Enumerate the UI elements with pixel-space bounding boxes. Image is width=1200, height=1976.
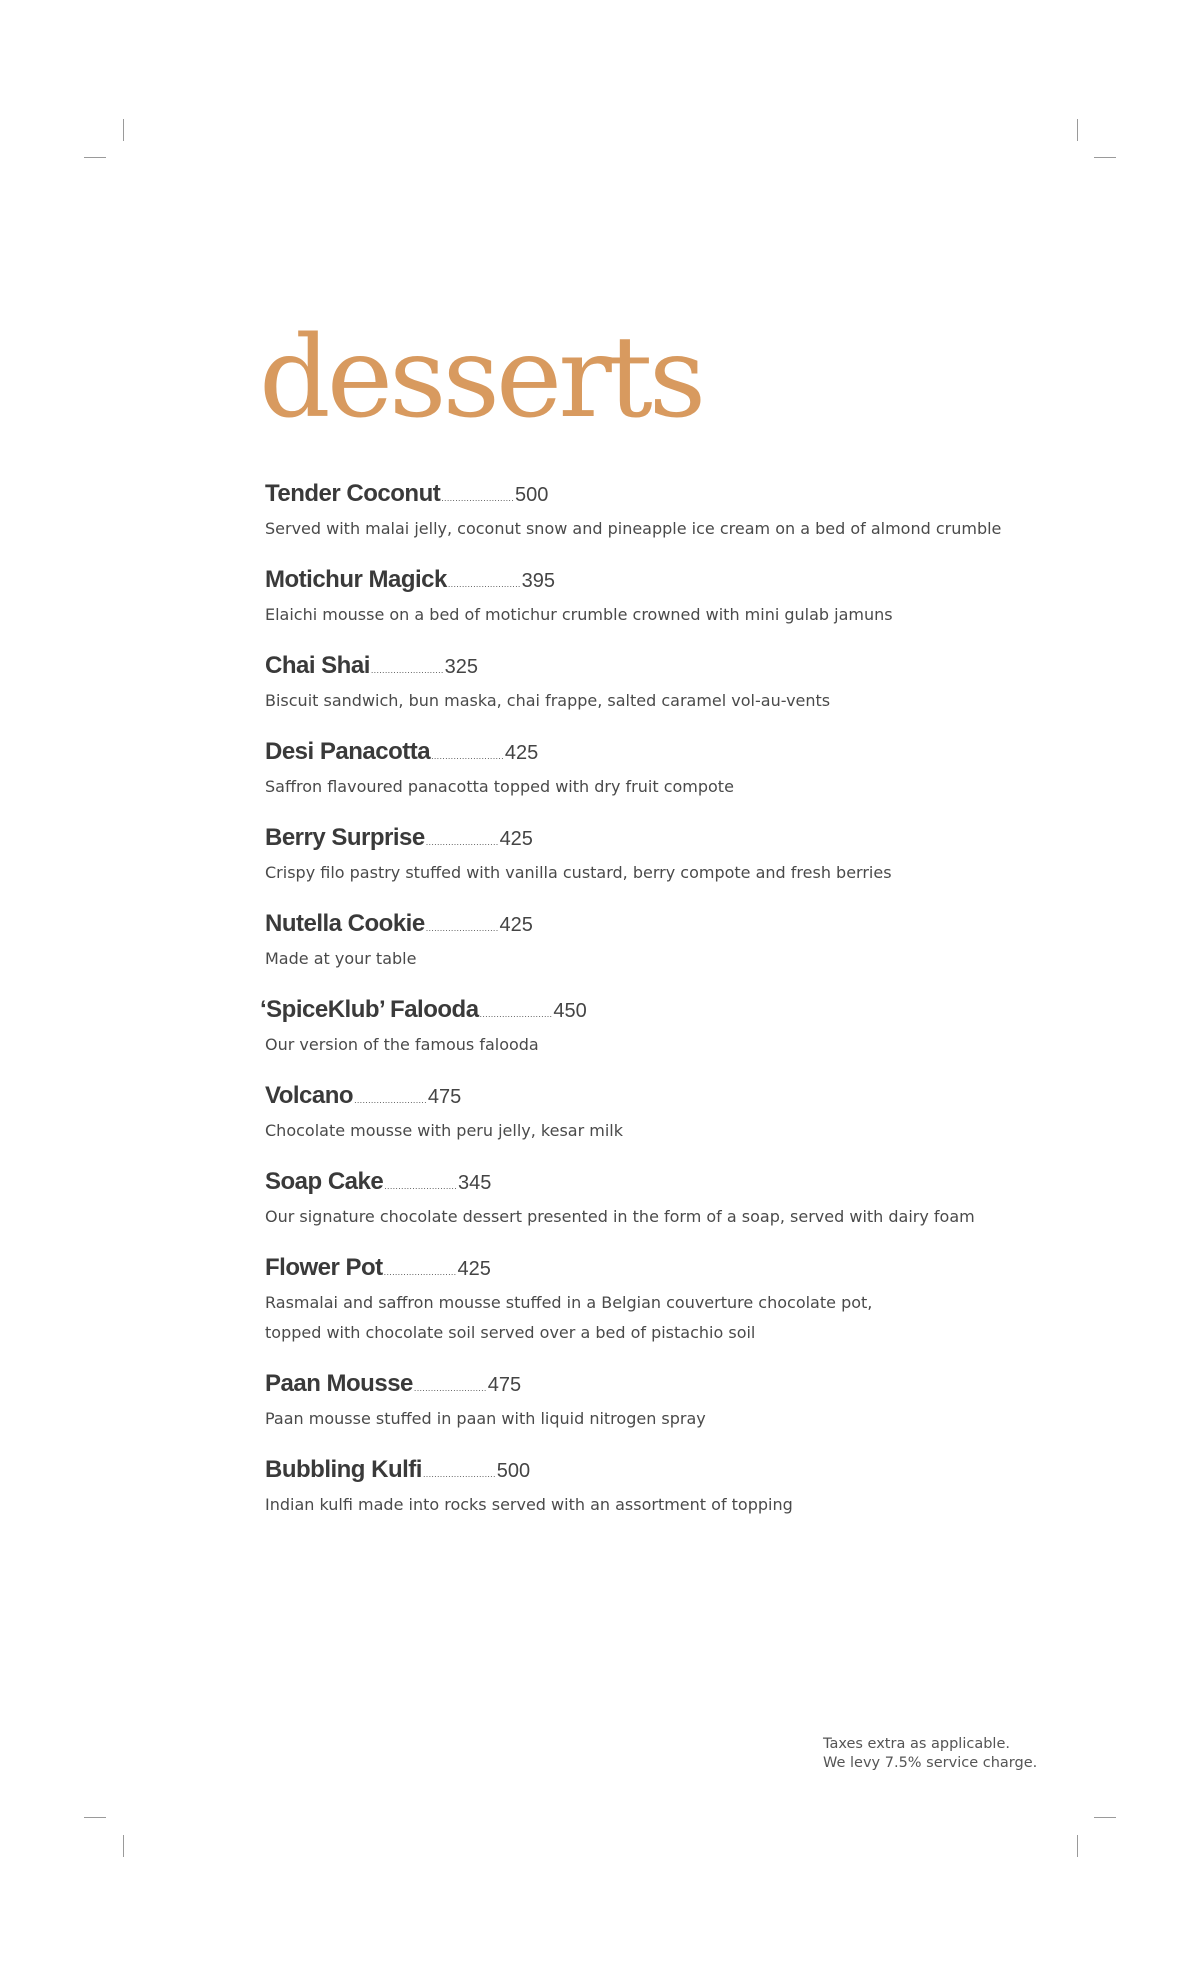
item-name: Tender Coconut [265, 480, 441, 507]
leader-dots: .......................... [422, 1469, 496, 1479]
crop-mark-bottom-left-vertical [123, 1835, 124, 1857]
item-description: Our signature chocolate dessert presented in the form of a soap, served with dairy foam [265, 1207, 975, 1226]
menu-item [265, 1168, 1045, 1232]
item-description: Elaichi mousse on a bed of motichur crumble crowned with mini gulab jamuns [265, 605, 893, 624]
crop-mark-bottom-left-horizontal [84, 1817, 106, 1818]
item-price: 395 [521, 570, 556, 592]
menu-item-header [265, 1370, 1045, 1404]
item-description: Indian kulfi made into rocks served with an assortment of topping [265, 1495, 793, 1514]
item-description: Chocolate mousse with peru jelly, kesar milk [265, 1121, 623, 1140]
item-description: Saffron flavoured panacotta topped with dry fruit compote [265, 777, 734, 796]
menu-item-header [265, 910, 1045, 944]
menu-item [265, 1370, 1045, 1434]
menu-item [265, 1456, 1045, 1520]
leader-dots: .......................... [431, 751, 504, 761]
leader-dots: .......................... [413, 1383, 487, 1393]
item-name: Nutella Cookie [265, 910, 425, 937]
menu-item [265, 480, 1045, 544]
item-description: Paan mousse stuffed in paan with liquid nitrogen spray [265, 1409, 706, 1428]
item-name: ‘SpiceKlub’ Falooda [260, 996, 479, 1023]
item-name: Berry Surprise [265, 824, 425, 851]
menu-item-header [265, 1168, 1045, 1202]
menu-item-header [265, 738, 1045, 772]
menu-item-header [265, 480, 1045, 514]
leader-dots: .......................... [384, 1181, 458, 1191]
item-price: 475 [427, 1086, 462, 1108]
menu-item-header [265, 1456, 1045, 1490]
item-name: Chai Shai [265, 652, 370, 679]
item-price: 475 [487, 1374, 522, 1396]
item-name: Motichur Magick [265, 566, 447, 593]
item-description: Rasmalai and saffron mousse stuffed in a Belgian couverture chocolate pot, topped with chocolate soil served over a bed of pistachio soil [265, 1293, 873, 1342]
leader-dots: .......................... [354, 1095, 427, 1105]
leader-dots: .......................... [425, 923, 499, 933]
item-price: 450 [553, 1000, 587, 1022]
menu-item [265, 910, 1045, 974]
crop-mark-top-right-horizontal [1094, 157, 1116, 158]
leader-dots: .......................... [425, 837, 499, 847]
page-title: desserts [259, 313, 703, 443]
item-price: 425 [504, 742, 539, 764]
crop-mark-bottom-right-horizontal [1094, 1817, 1116, 1818]
menu-item-header [265, 1254, 1045, 1288]
menu-item [260, 996, 1045, 1060]
item-description: Biscuit sandwich, bun maska, chai frappe, salted caramel vol-au-vents [265, 691, 831, 710]
menu-item [265, 1254, 1045, 1348]
item-price: 500 [496, 1460, 531, 1482]
service-charge-note: We levy 7.5% service charge. [823, 1755, 1038, 1771]
item-price: 425 [499, 914, 533, 936]
leader-dots: .......................... [441, 493, 515, 503]
item-name: Soap Cake [265, 1168, 384, 1195]
menu-item-header [265, 824, 1045, 858]
item-price: 500 [515, 484, 549, 506]
item-description: Our version of the famous falooda [265, 1035, 539, 1054]
menu-item-header [265, 1082, 1045, 1116]
item-description: Crispy filo pastry stuffed with vanilla custard, berry compote and fresh berries [265, 863, 892, 882]
menu-item-header [265, 652, 1045, 686]
item-description: Served with malai jelly, coconut snow and pineapple ice cream on a bed of almond crumble [265, 519, 1002, 538]
menu-item [265, 652, 1045, 716]
menu-item [265, 1082, 1045, 1146]
item-price: 345 [458, 1172, 492, 1194]
leader-dots: .......................... [383, 1267, 457, 1277]
menu-item [265, 824, 1045, 888]
item-price: 425 [499, 828, 533, 850]
item-name: Volcano [265, 1082, 354, 1109]
item-name: Paan Mousse [265, 1370, 413, 1397]
leader-dots: .......................... [370, 665, 444, 675]
tax-note: Taxes extra as applicable. [823, 1736, 1010, 1752]
crop-mark-top-left-horizontal [84, 157, 106, 158]
leader-dots: .......................... [447, 579, 521, 589]
item-name: Bubbling Kulfi [265, 1456, 422, 1483]
footer-notes [823, 1735, 1037, 1773]
leader-dots: .......................... [479, 1009, 553, 1019]
menu-item [265, 566, 1045, 630]
crop-mark-top-left-vertical [123, 119, 124, 141]
menu-item-header [265, 566, 1045, 600]
item-description: Made at your table [265, 949, 417, 968]
crop-mark-bottom-right-vertical [1077, 1835, 1078, 1857]
item-price: 425 [457, 1258, 491, 1280]
item-price: 325 [444, 656, 479, 678]
item-name: Desi Panacotta [265, 738, 431, 765]
dessert-menu-list [260, 480, 1045, 1542]
menu-item [265, 738, 1045, 802]
item-name: Flower Pot [265, 1254, 383, 1281]
crop-mark-top-right-vertical [1077, 119, 1078, 141]
menu-item-header [260, 996, 1045, 1030]
